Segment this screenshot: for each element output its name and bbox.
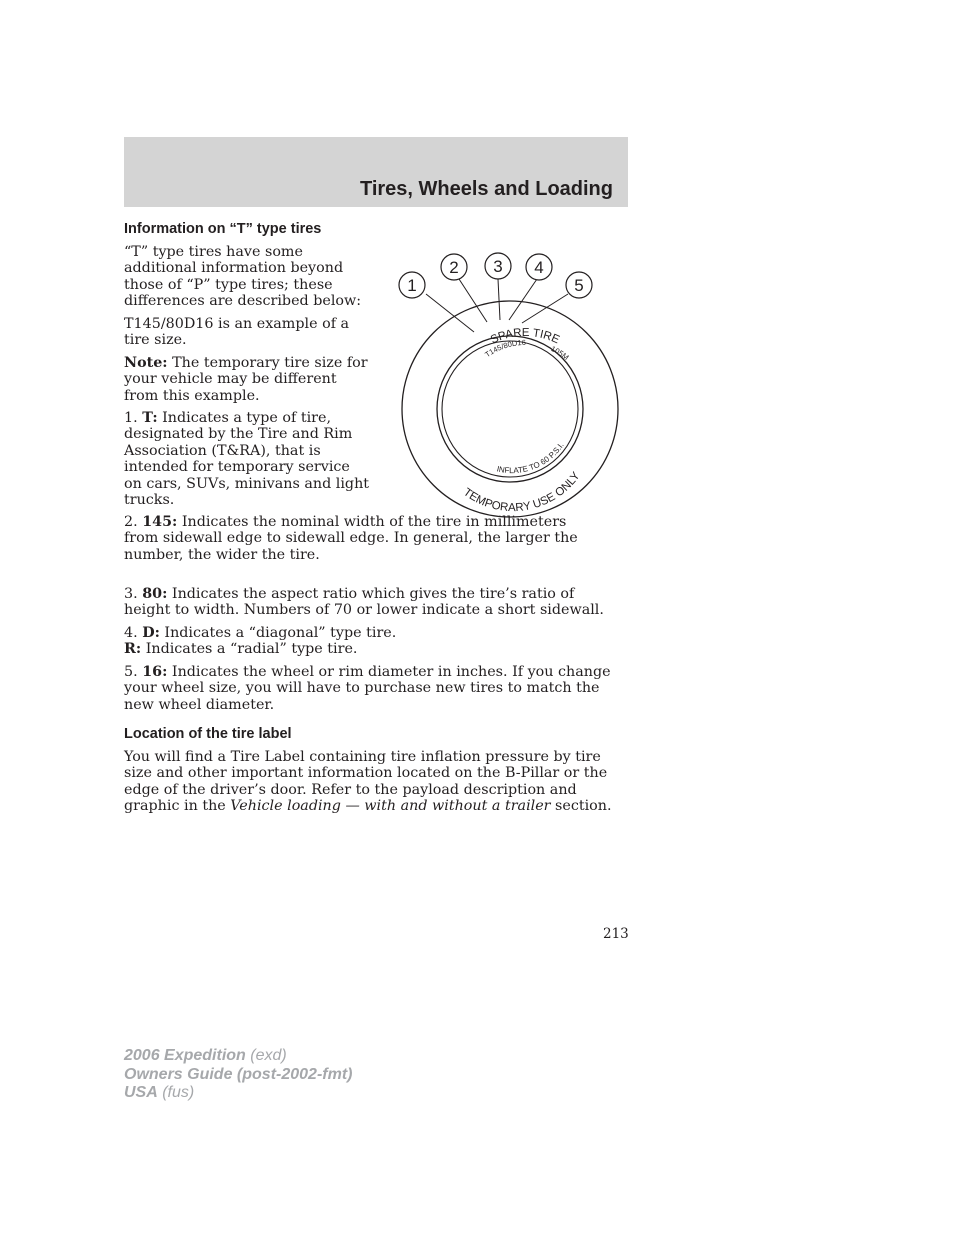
callout-leader-1 <box>426 294 474 332</box>
tire-text-size: T145/80D16 <box>483 337 526 360</box>
list-item: 1. T: Indicates a type of tire, designated by the Tire and Rim Association (T&RA), that is intended for temporary service on cars, SUVs, minivans and light trucks. <box>124 410 370 509</box>
tire-text-temporary: TEMPORARY USE ONLY <box>460 470 583 515</box>
footer-edition: 2006 Expedition (exd) Owners Guide (post-2002-fmt) USA (fus) <box>124 1047 353 1101</box>
note-paragraph <box>124 355 372 404</box>
tire-sidewall-figure <box>398 248 628 524</box>
intro-paragraph: “T” type tires have some additional information beyond those of “P” type tires; these differences are described below: <box>124 244 362 310</box>
chapter-title: Tires, Wheels and Loading <box>359 178 613 200</box>
callout-2 <box>441 254 467 280</box>
tire-label-paragraph: You will find a Tire Label containing tire inflation pressure by tire size and other important information located on the B-Pillar or the edge of the driver’s door. Refer to the payload description and graphic in the Vehicle loading — with and without a trailer section. <box>124 749 612 815</box>
example-paragraph: T145/80D16 is an example of a tire size. <box>124 316 350 349</box>
list-item: 4. D: Indicates a “diagonal” type tire. R: Indicates a “radial” type tire. <box>124 625 397 658</box>
svg-text:3: 3 <box>493 257 503 276</box>
callout-leader-3 <box>498 279 500 320</box>
list-item: 2. 145: Indicates the nominal width of the tire in millimeters from sidewall edge to sidewall edge. In general, the larger the number, the wider the tire. <box>124 514 578 563</box>
callout-leader-2 <box>459 279 487 322</box>
list-item: 5. 16: Indicates the wheel or rim diameter in inches. If you change your wheel size, you will have to purchase new tires to match the new wheel diameter. <box>124 664 611 713</box>
note-text: The temporary tire size for your vehicle may be different from this example. <box>124 355 368 404</box>
section-heading-t-type-tires: Information on “T” type tires <box>124 221 322 237</box>
callout-leader-5 <box>522 294 568 323</box>
tire-diagram <box>398 248 628 524</box>
tire-text-load: 105M <box>549 344 571 362</box>
chapter-header-band <box>124 137 628 207</box>
svg-text:2: 2 <box>449 258 459 277</box>
svg-text:1: 1 <box>407 276 417 295</box>
cross-reference: Vehicle loading — with and without a trailer <box>230 798 551 815</box>
note-label: Note: <box>124 355 168 371</box>
callout-leader-4 <box>509 279 537 320</box>
callout-3 <box>485 253 511 279</box>
svg-text:4: 4 <box>534 258 544 277</box>
section-heading-tire-label: Location of the tire label <box>124 726 292 742</box>
rim-inner <box>442 341 578 477</box>
tire-text-spare: SPARE TIRE <box>488 326 562 347</box>
svg-text:5: 5 <box>574 276 584 295</box>
callout-1 <box>399 272 425 298</box>
page-number: 213 <box>603 926 629 942</box>
tire-text-inflate: INFLATE TO 60 P.S.I. <box>495 440 566 476</box>
callout-5 <box>566 272 592 298</box>
callout-4 <box>526 254 552 280</box>
list-item: 3. 80: Indicates the aspect ratio which gives the tire’s ratio of height to width. Numbers of 70 or lower indicate a short sidewall. <box>124 586 604 619</box>
